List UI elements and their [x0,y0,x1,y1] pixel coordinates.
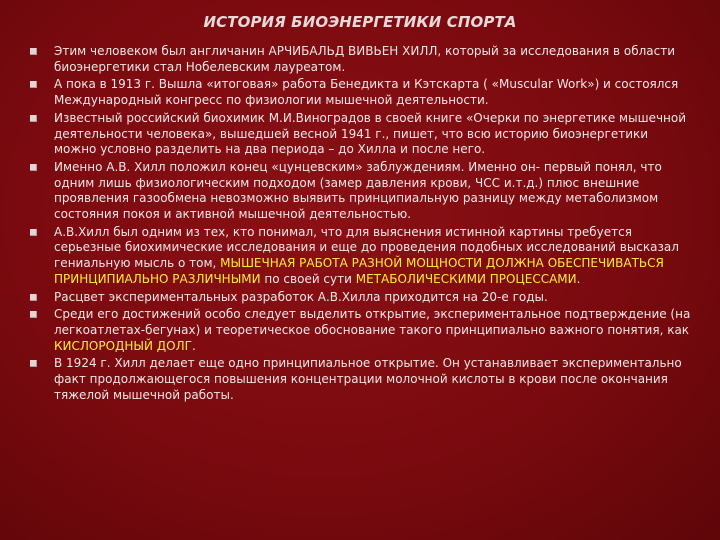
bullet-text: . [576,271,581,286]
bullet-text: В 1924 г. Хилл делает еще одно принципиальное открытие. Он устанавливает экспериментально факт продолжающегося повышения концентрации молочной кислоты в крови после окончания тяжелой мышечной работы. [54,356,682,402]
bullet-text: Среди его достижений особо следует выделить открытие, экспериментальное подтверждение (на легкоатлетах-бегунах) и теоретическое обоснование такого принципиально важного понятия, как [54,307,691,337]
bullet-text: Именно А.В. Хилл положил конец «цунцевским» заблуждениям. Именно он- первый понял, что одним лишь физиологическим подходом (замер давления крови, ЧСС и.т.д.) плюс внешние проявления газообмена невозможно выявить принципиальную разницу между метаболизмом состояния покоя и активной мышечной деятельностью. [54,159,662,222]
bullet-item [30,111,692,158]
highlight-text: МЕТАБОЛИЧЕСКИМИ ПРОЦЕССАМИ [355,271,577,286]
bullet-item [30,290,692,306]
bullet-item [30,44,692,75]
bullet-text: . [191,338,196,353]
bullet-list [30,44,692,405]
bullet-text: по своей сути [260,271,356,286]
square-bullet-icon [30,311,37,318]
bullet-text: Этим человеком был англичанин АРЧИБАЛЬД ВИВЬЕН ХИЛЛ, который за исследования в области биоэнергетики стал Нобелевским лауреатом. [54,44,676,74]
bullet-text: Расцвет экспериментальных разработок А.В.Хилла приходится на 20-е годы. [54,289,548,304]
bullet-item [30,160,692,223]
square-bullet-icon [30,115,37,122]
highlight-text: МЫШЕЧНАЯ РАБОТА РАЗНОЙ МОЩНОСТИ ДОЛЖНА ОБЕСПЕЧИВАТЬСЯ ПРИНЦИПИАЛЬНО РАЗЛИЧНЫМИ [54,256,664,286]
bullet-item [30,77,692,108]
highlight-text: КИСЛОРОДНЫЙ ДОЛГ [54,338,192,353]
square-bullet-icon [30,294,37,301]
square-bullet-icon [30,229,37,236]
bullet-text: А пока в 1913 г. Вышла «итоговая» работа Бенедикта и Кэтскарта ( «Muscular Work») и состоялся Международный конгресс по физиологии мышечной деятельности. [54,77,679,108]
bullet-item [30,307,692,354]
square-bullet-icon [30,360,37,367]
bullet-item [30,225,692,288]
square-bullet-icon [30,48,37,55]
square-bullet-icon [30,164,37,171]
bullet-item [30,356,692,403]
slide-title: ИСТОРИЯ БИОЭНЕРГЕТИКИ СПОРТА [203,13,517,31]
bullet-text: Известный российский биохимик М.И.Виноградов в своей книге «Очерки по энергетике мышечной деятельности человека», вышедшей весной 1941 г., пишет, что всю историю биоэнергетики можно условно разделить на два периода – до Хилла и после него. [54,110,687,157]
square-bullet-icon [30,81,37,88]
bullet-text: А.В.Хилл был одним из тех, кто понимал, что для выяснения истинной картины требуется серьезные биохимические исследования и еще до проведения подобных исследований высказал гениальную мысль о том, [54,224,679,271]
